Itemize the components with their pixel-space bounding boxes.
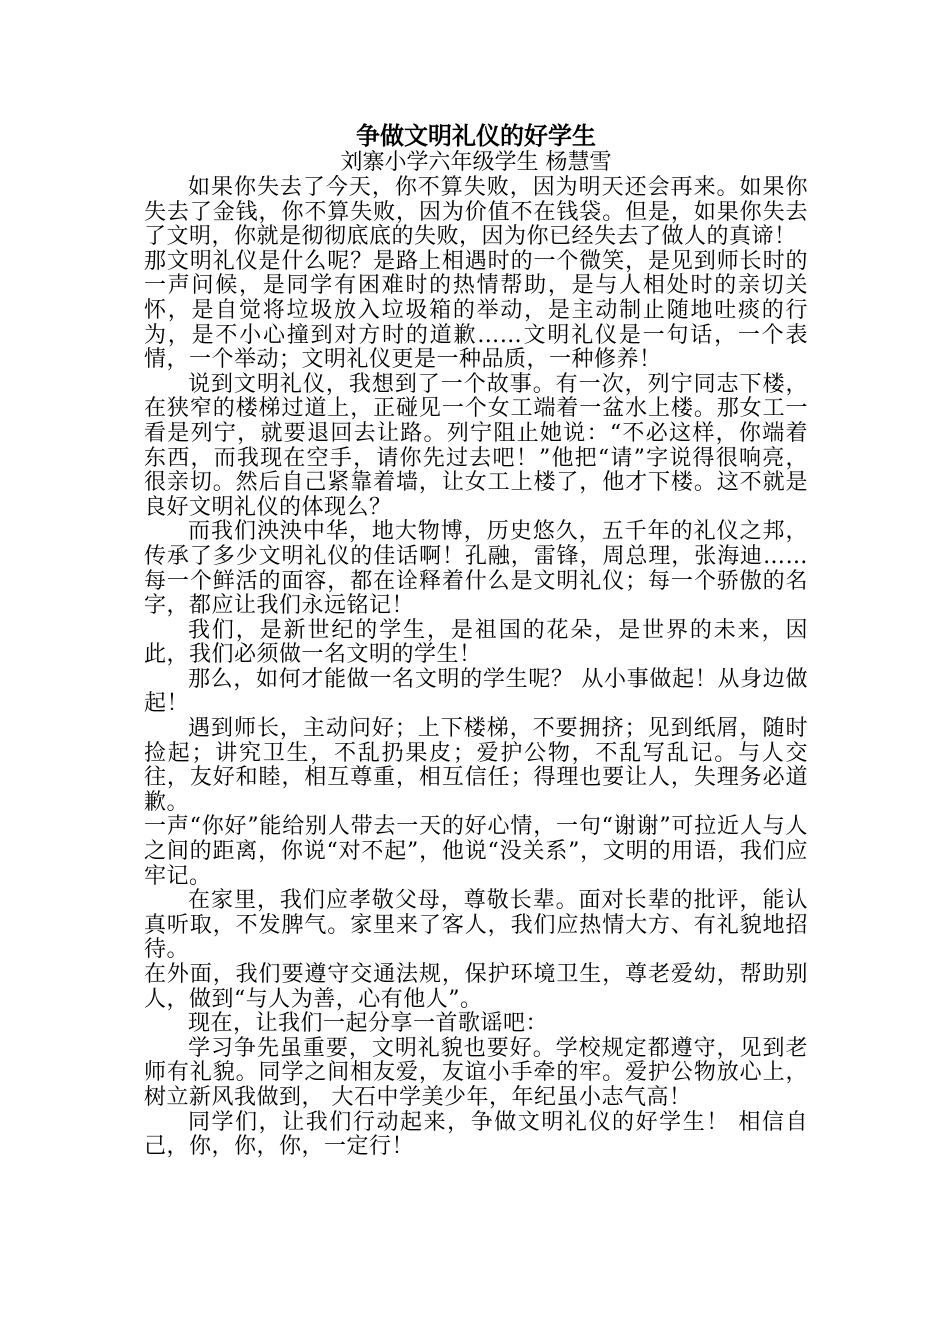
document-title: 争做文明礼仪的好学生 xyxy=(356,121,596,150)
paragraph-10: 在外面，我们要遵守交通法规，保护环境卫生，尊老爱幼，帮助别人，做到“与人为善，心有他人”。 xyxy=(144,962,808,1012)
paragraph-5: 我们，是新世纪的学生，是祖国的花朵，是世界的未来，因此，我们必须做一名文明的学生！ xyxy=(144,617,808,668)
paragraph-2: 那文明礼仪是什么呢？是路上相遇时的一个微笑，是见到师长时的一声问候，是同学有困难时的热情帮助，是与人相处时的亲切关怀，是自觉将垃圾放入垃圾箱的举动，是主动制止随地吐痰的行为，是不小心撞到对方时的道歉……文明礼仪是一句话，一个表情，一个举动；文明礼仪更是一种品质，一种修养！ xyxy=(144,248,808,373)
paragraph-12: 学习争先虽重要，文明礼貌也要好。学校规定都遵守，见到老师有礼貌。同学之间相友爱，友谊小手牵的牢。爱护公物放心上，树立新风我做到， 大石中学美少年，年纪虽小志气高！ xyxy=(144,1035,808,1110)
document-author: 刘寨小学六年级学生 杨慧雪 xyxy=(340,150,612,175)
paragraph-3: 说到文明礼仪，我想到了一个故事。有一次，列宁同志下楼，在狭窄的楼梯过道上，正碰见一个女工端着一盆水上楼。那女工一看是列宁，就要退回去让路。列宁阻止她说：“不必这样，你端着东西，而我现在空手，请你先过去吧！”他把“请”字说得很响亮，很亲切。然后自己紧靠着墙，让女工上楼了，他才下楼。这不就是良好文明礼仪的体现么？ xyxy=(144,371,808,520)
paragraph-8: 一声“你好”能给别人带去一天的好心情，一句“谢谢”可拉近人与人之间的距离，你说“对不起”，他说“没关系”，文明的用语，我们应牢记。 xyxy=(144,814,808,889)
paragraph-1: 如果你失去了今天，你不算失败，因为明天还会再来。如果你失去了金钱，你不算失败，因为价值不在钱袋。但是，如果你失去了文明，你就是彻彻底底的失败，因为你已经失去了做人的真谛！ xyxy=(144,175,808,250)
paragraph-6: 那么，如何才能做一名文明的学生呢？ 从小事做起！从身边做起！ xyxy=(144,666,808,717)
paragraph-13: 同学们，让我们行动起来，争做文明礼仪的好学生！ 相信自己，你，你，你，一定行！ xyxy=(144,1109,808,1160)
paragraph-4: 而我们泱泱中华，地大物博，历史悠久，五千年的礼仪之邦，传承了多少文明礼仪的佳话啊！孔融，雷锋，周总理，张海迪……每一个鲜活的面容，都在诠释着什么是文明礼仪；每一个骄傲的名字，都应让我们永远铭记！ xyxy=(144,519,808,619)
document-page xyxy=(144,122,808,1160)
paragraph-9: 在家里，我们应孝敬父母，尊敬长辈。面对长辈的批评，能认真听取，不发脾气。家里来了客人，我们应热情大方、有礼貌地招待。 xyxy=(144,888,808,963)
paragraph-7: 遇到师长，主动问好；上下楼梯，不要拥挤；见到纸屑，随时捡起；讲究卫生，不乱扔果皮；爱护公物，不乱写乱记。与人交往，友好和睦，相互尊重，相互信任；得理也要让人，失理务必道歉。 xyxy=(144,716,808,815)
paragraph-11: 现在，让我们一起分享一首歌谣吧： xyxy=(188,1011,549,1037)
